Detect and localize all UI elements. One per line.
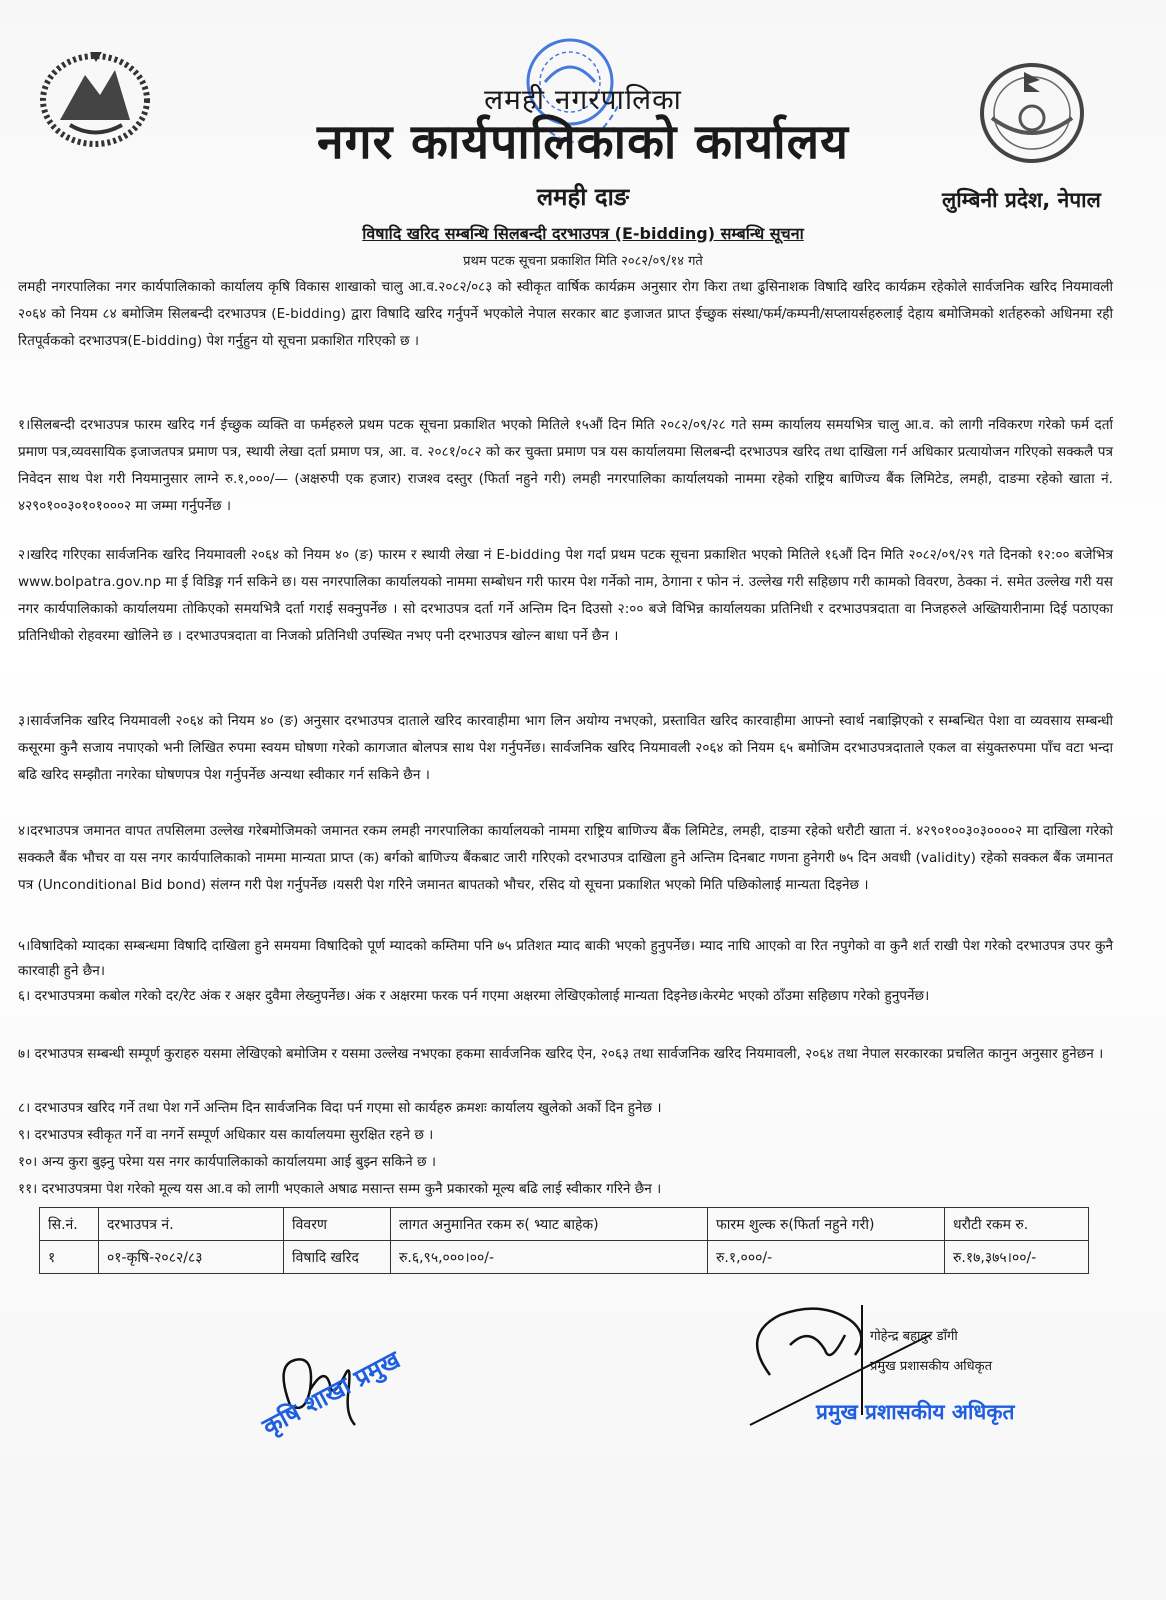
clause-number: ११। — [18, 1181, 38, 1197]
clause-number: ७। — [18, 1046, 31, 1062]
clause-8 — [18, 1096, 1113, 1121]
cell-serial: १ — [40, 1241, 99, 1274]
cell-form-fee: रु.१,०००/- — [708, 1241, 945, 1274]
header-description: विवरण — [284, 1208, 391, 1241]
clause-number: १। — [18, 417, 31, 433]
cell-estimated-cost: रु.६,९५,०००।००/- — [391, 1241, 708, 1274]
signer-title: प्रमुख प्रशासकीय अधिकृत — [870, 1359, 993, 1374]
office-location: लमही दाङ — [536, 183, 630, 211]
cao-stamp: प्रमुख प्रशासकीय अधिकृत — [816, 1400, 1015, 1424]
intro-paragraph: लमही नगरपालिका नगर कार्यपालिकाको कार्यालय कृषि विकास शाखाको चालु आ.व.२०८२/०८३ को स्वीकृत वार्षिक कार्यक्रम अनुसार रोग किरा तथा ढुसिनाशक विषादि खरिद कार्यक्रम रहेकोले सार्वजनिक खरिद नियमावली २०६४ को नियम ८४ बमोजिम सिलबन्दी दरभाउपत्र (E-bidding) द्वारा विषादि खरिद गर्नुपर्ने भएकोले नेपाल सरकार बाट इजाजत प्राप्त ईच्छुक संस्था/फर्म/कम्पनी/सप्लायर्सहरुलाई देहाय बमोजिमको शर्तहरुको अधिनमा रही रितपूर्वकको दरभाउपत्र(E-bidding) पेश गर्नुहुन यो सूचना प्रकाशित गरिएको छ । — [18, 279, 1113, 349]
clause-number: ३। — [18, 713, 31, 729]
notice-subject — [0, 222, 1166, 244]
clause-7 — [18, 1040, 1113, 1068]
office-title: नगर कार्यपालिकाको कार्यालय — [316, 114, 850, 170]
agriculture-section-head-stamp: कृषि शाखा प्रमुख — [257, 1345, 405, 1442]
municipality-name: लमही नगरपालिका — [484, 83, 682, 116]
header-form-fee: फारम शुल्क रु(फिर्ता नहुने गरी) — [708, 1208, 945, 1241]
clause-1 — [18, 412, 1113, 520]
clause-11 — [18, 1177, 1113, 1202]
header-bid-number: दरभाउपत्र नं. — [99, 1208, 284, 1241]
publication-date: प्रथम पटक सूचना प्रकाशित मिति २०८२/०९/१४ गते — [463, 254, 703, 269]
clause-number: ४। — [18, 823, 31, 839]
clause-3 — [18, 708, 1113, 789]
header-serial: सि.नं. — [40, 1208, 99, 1241]
clause-text: अन्य कुरा बुझ्नु परेमा यस नगर कार्यपालिकाको कार्यालयमा आई बुझ्न सकिने छ । — [41, 1154, 436, 1170]
header-estimated-cost: लागत अनुमानित रकम रु( भ्याट बाहेक) — [391, 1208, 708, 1241]
header-deposit: धरौटी रकम रु. — [945, 1208, 1089, 1241]
clause-text: विषादिको म्यादका सम्बन्धमा विषादि दाखिला हुने समयमा विषादिको पूर्ण म्यादको कम्तिमा पनि ७५ प्रतिशत म्याद बाकी भएको हुनुपर्नेछ। म्याद नाघि आएको वा रित नपुगेको वा कुनै शर्त राखी पेश गरेको दरभाउपत्र उपर कुनै कारवाही हुने छैन। — [18, 938, 1113, 979]
clause-6 — [18, 984, 1113, 1009]
clause-2 — [18, 542, 1113, 650]
clause-text: खरिद गरिएका सार्वजनिक खरिद नियमावली २०६४ को नियम ४० (ङ) फारम र स्थायी लेखा नं E-bidding पेश गर्दा प्रथम पटक सूचना प्रकाशित भएको मितिले १६औं दिन मिति २०८२/०९/२९ गते दिनको १२:०० बजेभित्र www.bolpatra.gov.np मा ई विडिङ्ग गर्न सकिने छ। यस नगरपालिका कार्यालयको नाममा सम्बोधन गरी फारम पेश गर्नेको नाम, ठेगाना र फोन नं. उल्लेख गरी सहिछाप गरी कामको विवरण, ठेक्का नं. समेत उल्लेख गरी यस नगर कार्यपालिकाको कार्यालयमा तोकिएको समयभित्रै दर्ता गराई सक्नुपर्नेछ । सो दरभाउपत्र दर्ता गर्ने अन्तिम दिन दिउसो २:०० बजे विभिन्न कार्यालयका प्रतिनिधी र दरभाउपत्रदाता वा निजहरुले अख्तियारीनामा दिई पठाएका प्रतिनिधीको रोहवरमा खोलिने छ । दरभाउपत्रदाता वा निजको प्रतिनिधी उपस्थित नभए पनी दरभाउपत्र खोल्न बाधा पर्ने छैन । — [18, 547, 1113, 644]
table-header-row — [40, 1208, 1089, 1241]
clause-number: २। — [18, 547, 31, 563]
clause-text: दरभाउपत्र सम्बन्धी सम्पूर्ण कुराहरु यसमा लेखिएको बमोजिम र यसमा उल्लेख नभएका हकमा सार्वजनिक खरिद ऐन, २०६३ तथा सार्वजनिक खरिद नियमावली, २०६४ तथा नेपाल सरकारका प्रचलित कानुन अनुसार हुनेछन । — [34, 1046, 1104, 1062]
clause-text: दरभाउपत्रमा कबोल गरेको दर/रेट अंक र अक्षर दुवैमा लेख्नुपर्नेछ। अंक र अक्षरमा फरक पर्न गएमा अक्षरमा लेखिएकोलाई मान्यता दिइनेछ।केरमेट भएको ठाँउमा सहिछाप गरेको हुनुपर्नेछ। — [34, 988, 930, 1004]
notice-subject-text: विषादि खरिद सम्बन्धि सिलबन्दी दरभाउपत्र (E-bidding) सम्बन्धि सूचना — [362, 224, 804, 243]
clause-text: सार्वजनिक खरिद नियमावली २०६४ को नियम ४० (ङ) अनुसार दरभाउपत्र दाताले खरिद कारवाहीमा भाग लिन अयोग्य नभएको, प्रस्तावित खरिद कारवाहीमा आफ्नो स्वार्थ नबाझिएको र सम्बन्धित पेशा वा व्यवसाय सम्बन्धी कसूरमा कुनै सजाय नपाएको भनी लिखित रुपमा स्वयम घोषणा गरेको कागजात बोलपत्र साथ पेश गर्नुपर्नेछ। सार्वजनिक खरिद नियमावली २०६४ को नियम ६५ बमोजिम दरभाउपत्रदाताले एकल वा संयुक्तरुपमा पाँच वटा भन्दा बढि खरिद सम्झौता नगरेका घोषणपत्र पेश गर्नुपर्नेछ अन्यथा स्वीकार गर्न सकिने छैन । — [18, 713, 1113, 783]
clause-5 — [18, 934, 1113, 984]
clause-number: ९। — [18, 1127, 31, 1143]
clause-9 — [18, 1123, 1113, 1148]
clause-number: ५। — [18, 938, 31, 954]
clause-text: दरभाउपत्र जमानत वापत तपसिलमा उल्लेख गरेबमोजिमको जमानत रकम लमही नगरपालिका कार्यालयको नाममा राष्ट्रिय बाणिज्य बैंक लिमिटेड, लमही, दाङमा रहेको धरौटी खाता नं. ४२९०१००३०३००००२ मा दाखिला गरेको सक्कलै बैंक भौचर वा यस नगर कार्यपालिकाको नाममा मान्यता प्राप्त (क) बर्गको बाणिज्य बैंकबाट जारी गरिएको दरभाउपत्र दाखिला हुने अन्तिम दिनबाट गणना हुनेगरी ७५ दिन अवधी (validity) रहेको सक्कल बैंक जमानत पत्र (Unconditional Bid bond) संलग्न गरी पेश गर्नुपर्नेछ ।यसरी पेश गरिने जमानत बापतको भौचर, रसिद यो सूचना प्रकाशित भएको मिति पछिकोलाई मान्यता दिइनेछ । — [18, 823, 1113, 893]
clause-10 — [18, 1150, 1113, 1175]
clause-text: दरभाउपत्र स्वीकृत गर्ने वा नगर्ने सम्पूर्ण अधिकार यस कार्यालयमा सुरक्षित रहने छ । — [34, 1127, 434, 1143]
clause-text: दरभाउपत्रमा पेश गरेको मूल्य यस आ.व को लागी भएकाले अषाढ मसान्त सम्म कुनै प्रकारको मूल्य बढि लाई स्वीकार गरिने छैन । — [41, 1181, 662, 1197]
clause-number: १०। — [18, 1154, 38, 1170]
clause-4 — [18, 818, 1113, 899]
cell-description: विषादि खरिद — [284, 1241, 391, 1274]
cell-deposit: रु.१७,३७५।००/- — [945, 1241, 1089, 1274]
clause-number: ८। — [18, 1100, 31, 1116]
bid-details-table — [39, 1207, 1089, 1274]
cell-bid-number: ०१-कृषि-२०८२/८३ — [99, 1241, 284, 1274]
clause-text: दरभाउपत्र खरिद गर्ने तथा पेश गर्ने अन्तिम दिन सार्वजनिक विदा पर्न गएमा सो कार्यहरु क्रमशः कार्यालय खुलेको अर्को दिन हुनेछ । — [34, 1100, 662, 1116]
clause-number: ६। — [18, 988, 31, 1004]
clause-text: सिलबन्दी दरभाउपत्र फारम खरिद गर्न ईच्छुक व्यक्ति वा फर्महरुले प्रथम पटक सूचना प्रकाशित भएको मितिले १५औं दिन मिति २०८२/०९/२८ गते सम्म कार्यालय समयभित्र चालु आ.व. को लागी नविकरण गरेको फर्म दर्ता प्रमाण पत्र,व्यवसायिक इजाजतपत्र प्रमाण पत्र, स्थायी लेखा दर्ता प्रमाण पत्र, आ. व. २०८१/०८२ को कर चुक्ता प्रमाण पत्र यस कार्यालयमा सिलबन्दी दरभाउपत्र खरिद तथा दाखिला गर्न अधिकार प्रत्यायोजन गरिएको सक्कलै पत्र निवेदन साथ पेश गरी नियमानुसार लाग्ने रु.१,०००/— (अक्षरुपी एक हजार) राजश्व दस्तुर (फिर्ता नहुने गरी) लमही नगरपालिका कार्यालयको नाममा रहेको राष्ट्रिय बाणिज्य बैंक लिमिटेड, लमही, दाङमा रहेको खाता नं. ४२९०१००३०१०१०००२ मा जम्मा गर्नुपर्नेछ । — [18, 417, 1113, 514]
table-row — [40, 1241, 1089, 1274]
signer-name: गोहेन्द्र बहादुर डाँगी — [870, 1329, 958, 1344]
province-label: लुम्बिनी प्रदेश, नेपाल — [942, 188, 1101, 212]
